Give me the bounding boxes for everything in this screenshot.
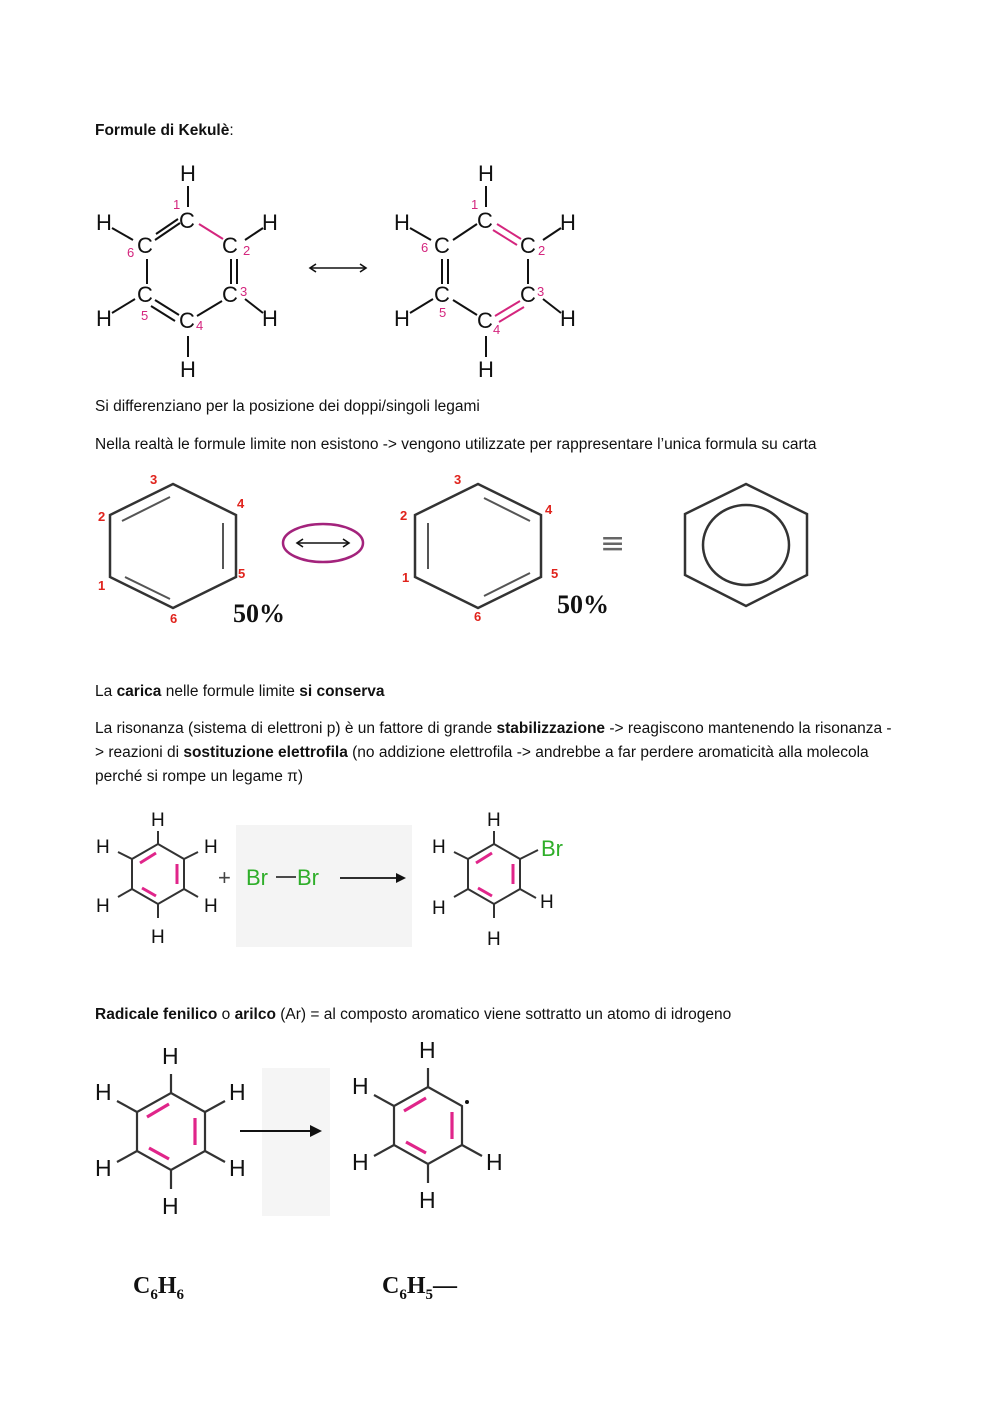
- svg-text:H: H: [95, 1079, 112, 1105]
- svg-text:H: H: [478, 357, 494, 382]
- svg-text:H: H: [432, 837, 446, 858]
- svg-text:H: H: [560, 306, 576, 331]
- svg-text:6: 6: [170, 611, 178, 626]
- svg-text:5: 5: [238, 566, 246, 581]
- plus-sign: +: [218, 865, 231, 890]
- svg-text:H: H: [560, 210, 576, 235]
- svg-text:C: C: [434, 233, 450, 258]
- svg-text:H: H: [486, 1149, 503, 1175]
- svg-text:2: 2: [98, 509, 106, 524]
- paragraph-charge: La carica nelle formule limite si conserva: [95, 683, 385, 700]
- formula-benzene: $C_6H_6$: [133, 1273, 185, 1303]
- svg-text:5: 5: [141, 308, 149, 323]
- svg-text:6: 6: [127, 245, 135, 260]
- svg-text:Br: Br: [541, 836, 563, 861]
- svg-text:4: 4: [545, 502, 553, 517]
- svg-text:H: H: [478, 161, 494, 186]
- svg-text:H: H: [204, 896, 218, 917]
- svg-text:C: C: [520, 233, 536, 258]
- paragraph-reality: Nella realtà le formule limite non esistono -> vengono utilizzate per rappresentare l’unica formula su carta: [95, 436, 817, 453]
- paragraph-differ: Si differenziano per la posizione dei doppi/singoli legami: [95, 398, 480, 415]
- svg-text:C: C: [179, 208, 195, 233]
- atom-h: H: [180, 161, 196, 186]
- formula-phenyl: $C_6H_5—$: [382, 1273, 458, 1303]
- svg-text:H: H: [95, 1155, 112, 1181]
- svg-text:H: H: [394, 210, 410, 235]
- svg-text:H: H: [162, 1043, 179, 1069]
- svg-text:2: 2: [538, 243, 546, 258]
- svg-text:C: C: [222, 282, 238, 307]
- svg-text:C: C: [477, 208, 493, 233]
- svg-text:4: 4: [493, 322, 501, 337]
- svg-text:C: C: [434, 282, 450, 307]
- svg-text:50%: 50%: [557, 590, 609, 619]
- svg-text:5: 5: [439, 305, 447, 320]
- svg-text:H: H: [352, 1149, 369, 1175]
- svg-text:H: H: [151, 927, 165, 948]
- svg-text:H: H: [96, 210, 112, 235]
- svg-text:H: H: [419, 1187, 436, 1213]
- paragraph-resonance: La risonanza (sistema di elettroni p) è un fattore di grande stabilizzazione -> reagiscono mantenendo la risonanza -> reazioni di sostituzione elettrofila (no addizione elettrofila -> andrebbe a far perdere aromaticità alla molecola perché si rompe un legame π): [95, 720, 892, 785]
- svg-text:6: 6: [421, 240, 429, 255]
- svg-text:H: H: [229, 1155, 246, 1181]
- svg-text:H: H: [487, 810, 501, 831]
- svg-text:H: H: [352, 1073, 369, 1099]
- svg-text:Br: Br: [297, 865, 319, 890]
- svg-text:H: H: [96, 306, 112, 331]
- svg-text:H: H: [394, 306, 410, 331]
- svg-text:Br: Br: [246, 865, 268, 890]
- svg-text:5: 5: [551, 566, 559, 581]
- svg-text:H: H: [96, 837, 110, 858]
- equivalence-symbol: ≡: [600, 526, 626, 561]
- kekule-heading: Formule di Kekulè:: [95, 122, 234, 139]
- svg-text:2: 2: [400, 508, 408, 523]
- svg-text:C: C: [137, 282, 153, 307]
- svg-text:C: C: [520, 282, 536, 307]
- svg-text:H: H: [96, 896, 110, 917]
- svg-text:H: H: [180, 357, 196, 382]
- svg-text:1: 1: [98, 578, 106, 593]
- svg-text:H: H: [262, 210, 278, 235]
- svg-text:H: H: [262, 306, 278, 331]
- svg-text:3: 3: [150, 472, 158, 487]
- svg-text:2: 2: [243, 243, 251, 258]
- svg-text:C: C: [179, 308, 195, 333]
- svg-text:3: 3: [454, 472, 462, 487]
- paragraph-radical: Radicale fenilico o arilco (Ar) = al composto aromatico viene sottratto un atomo di idrogeno: [95, 1006, 732, 1023]
- svg-text:4: 4: [237, 496, 245, 511]
- svg-text:50%: 50%: [233, 599, 285, 628]
- svg-text:3: 3: [240, 284, 248, 299]
- svg-text:H: H: [540, 892, 554, 913]
- svg-text:H: H: [151, 810, 165, 831]
- svg-text:1: 1: [471, 197, 479, 212]
- svg-text:1: 1: [173, 197, 181, 212]
- svg-text:C: C: [137, 233, 153, 258]
- svg-text:1: 1: [402, 570, 410, 585]
- svg-text:H: H: [487, 929, 501, 950]
- svg-text:C: C: [477, 308, 493, 333]
- svg-text:H: H: [162, 1193, 179, 1219]
- svg-text:H: H: [229, 1079, 246, 1105]
- svg-text:4: 4: [196, 318, 204, 333]
- svg-text:3: 3: [537, 284, 545, 299]
- svg-text:H: H: [419, 1037, 436, 1063]
- svg-text:H: H: [204, 837, 218, 858]
- svg-text:H: H: [432, 898, 446, 919]
- svg-text:6: 6: [474, 609, 482, 624]
- svg-text:C: C: [222, 233, 238, 258]
